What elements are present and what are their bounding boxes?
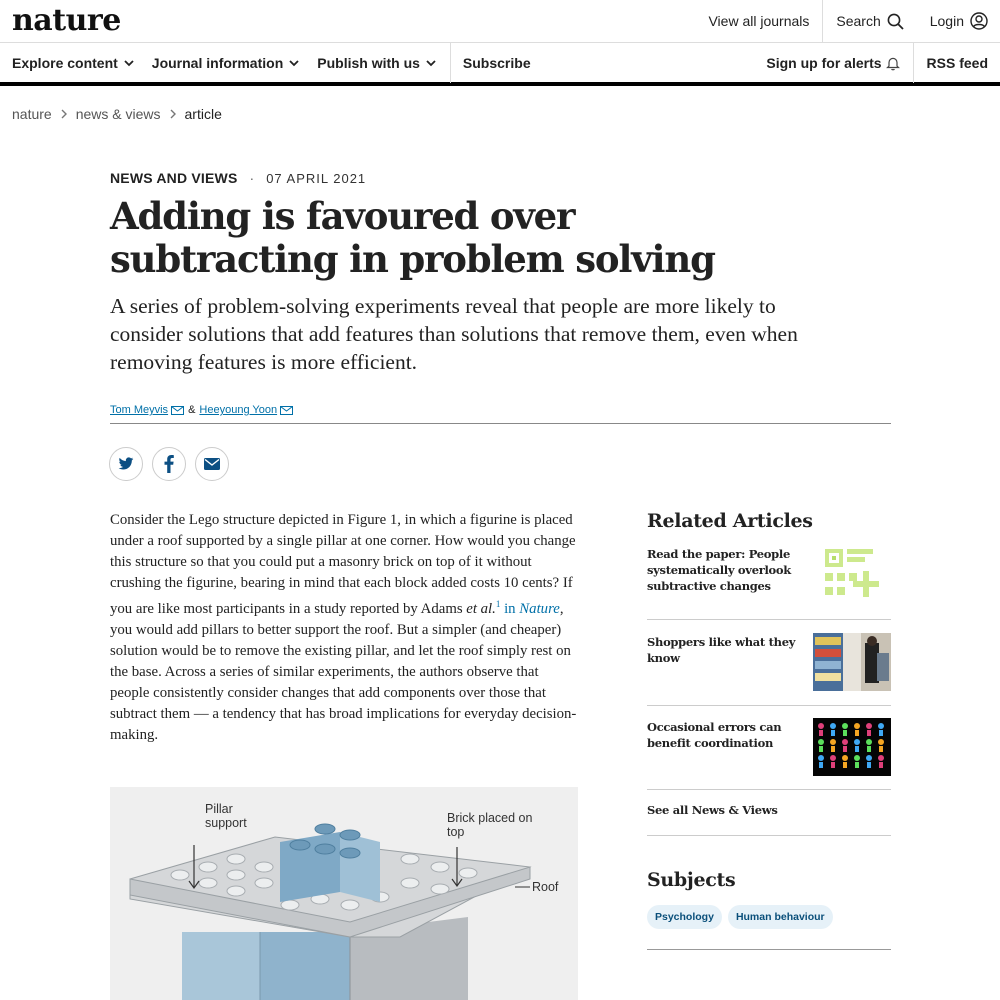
view-all-journals-label: View all journals — [708, 13, 810, 29]
search-label: Search — [836, 13, 881, 29]
login-label: Login — [929, 13, 964, 29]
chevron-down-icon — [289, 60, 299, 67]
sidebar-divider — [647, 835, 891, 836]
breadcrumb-link-news-views[interactable]: news & views — [75, 106, 161, 122]
reference-link[interactable]: 1 — [495, 599, 501, 609]
chevron-right-icon — [170, 109, 176, 119]
figure-label-brick: Brick placed on top — [447, 811, 533, 839]
nav-journal-information[interactable] — [152, 55, 299, 71]
journal-link[interactable]: Nature — [519, 600, 560, 617]
search-icon — [887, 13, 904, 30]
email-icon — [204, 458, 220, 470]
header-rule — [110, 423, 891, 424]
related-article-thumbnail — [813, 718, 891, 776]
nav-divider — [450, 43, 451, 83]
nav-menu — [12, 43, 549, 83]
article-type[interactable]: NEWS AND VIEWS — [110, 170, 238, 186]
related-article-item[interactable] — [647, 545, 891, 620]
body-etal: et al. — [466, 600, 496, 617]
author-list — [110, 404, 297, 416]
search-button[interactable] — [823, 0, 916, 42]
sign-up-alerts-link[interactable] — [766, 55, 899, 71]
figure-1-lego-structure[interactable] — [110, 787, 578, 1000]
subject-tag-human-behaviour[interactable]: Human behaviour — [728, 905, 833, 929]
body-in: in — [500, 600, 520, 617]
figure-label-pillar: Pillar support — [205, 802, 247, 830]
chevron-right-icon — [61, 109, 67, 119]
email-icon[interactable] — [280, 406, 293, 415]
meta-separator: · — [249, 170, 255, 186]
related-article-item[interactable] — [647, 633, 891, 706]
sidebar-divider — [647, 949, 891, 950]
main-nav — [0, 43, 1000, 86]
alerts-label: Sign up for alerts — [766, 55, 882, 71]
article-standfirst: A series of problem-solving experiments reveal that people are more likely to consider solutions that add features than solutions that remove them, even when removing features is more efficient. — [110, 294, 798, 374]
nav-explore-content[interactable] — [12, 55, 134, 71]
user-icon — [970, 12, 988, 30]
subject-tags — [647, 905, 839, 929]
author-link[interactable]: Heeyoung Yoon — [199, 404, 278, 416]
site-header — [0, 0, 1000, 43]
login-button[interactable] — [917, 0, 988, 42]
facebook-icon — [164, 455, 174, 473]
nature-logo[interactable]: nature — [12, 3, 121, 38]
subscribe-label: Subscribe — [462, 55, 531, 71]
rss-label: RSS feed — [926, 55, 988, 71]
article-date: 07 APRIL 2021 — [266, 170, 367, 186]
nav-item-label: Journal information — [151, 55, 284, 71]
article-title: Adding is favoured over subtracting in problem solving — [110, 194, 715, 281]
nav-divider — [913, 43, 914, 83]
breadcrumb — [12, 106, 222, 122]
author-link[interactable]: Tom Meyvis — [110, 404, 169, 416]
body-text-part: Consider the Lego structure depicted in Figure 1, in which a figurine is placed under a roof supported by a single pillar at one corner. How would you change this structure so that you could put a masonry brick on top of it without crushing the figurine, bearing in mind that each block added costs 10 cents? If you are like most participants in a study reported by Adams — [110, 512, 576, 617]
breadcrumb-current: article — [184, 106, 222, 122]
share-twitter-button[interactable] — [109, 447, 143, 481]
chevron-down-icon — [426, 60, 436, 67]
twitter-icon — [118, 457, 134, 471]
related-article-title[interactable]: Occasional errors can benefit coordination — [647, 720, 782, 750]
related-article-title[interactable]: Shoppers like what they know — [647, 635, 796, 665]
breadcrumb-link-nature[interactable]: nature — [12, 106, 52, 122]
share-email-button[interactable] — [195, 447, 229, 481]
article-body-paragraph — [110, 510, 580, 746]
related-article-item[interactable] — [647, 718, 891, 790]
chevron-down-icon — [124, 60, 134, 67]
nav-item-label: Explore content — [12, 55, 118, 71]
related-article-thumbnail — [813, 545, 891, 603]
share-facebook-button[interactable] — [152, 447, 186, 481]
body-text-part: , you would add pillars to better support the roof. But a simpler (and cheaper) solution would be to remove the existing pillar, and let the roof simply rest on the base. Across a series of similar experiments, the authors observe that people consistently consider changes that add components over those that subtract them — a tendency that has broad implications for everyday decision-making. — [110, 600, 577, 743]
subscribe-link[interactable] — [463, 55, 531, 71]
share-buttons — [109, 447, 238, 481]
rss-feed-link[interactable] — [927, 55, 988, 71]
article-meta — [110, 170, 366, 186]
subject-tag-psychology[interactable]: Psychology — [647, 905, 722, 929]
bell-icon — [886, 56, 900, 71]
figure-label-roof: Roof — [532, 880, 559, 894]
see-all-news-views-link[interactable]: See all News & Views — [647, 803, 778, 817]
related-article-thumbnail — [813, 633, 891, 691]
author-joiner: & — [188, 404, 196, 416]
nav-actions — [766, 43, 988, 83]
email-icon[interactable] — [171, 406, 184, 415]
view-all-journals-link[interactable] — [695, 0, 822, 42]
nav-item-label: Publish with us — [317, 55, 420, 71]
subjects-heading: Subjects — [647, 869, 736, 891]
nav-publish-with-us[interactable] — [317, 55, 436, 71]
related-article-title[interactable]: Read the paper: People systematically overlook subtractive changes — [647, 547, 791, 593]
header-actions — [695, 0, 988, 42]
related-articles-heading: Related Articles — [647, 510, 813, 532]
